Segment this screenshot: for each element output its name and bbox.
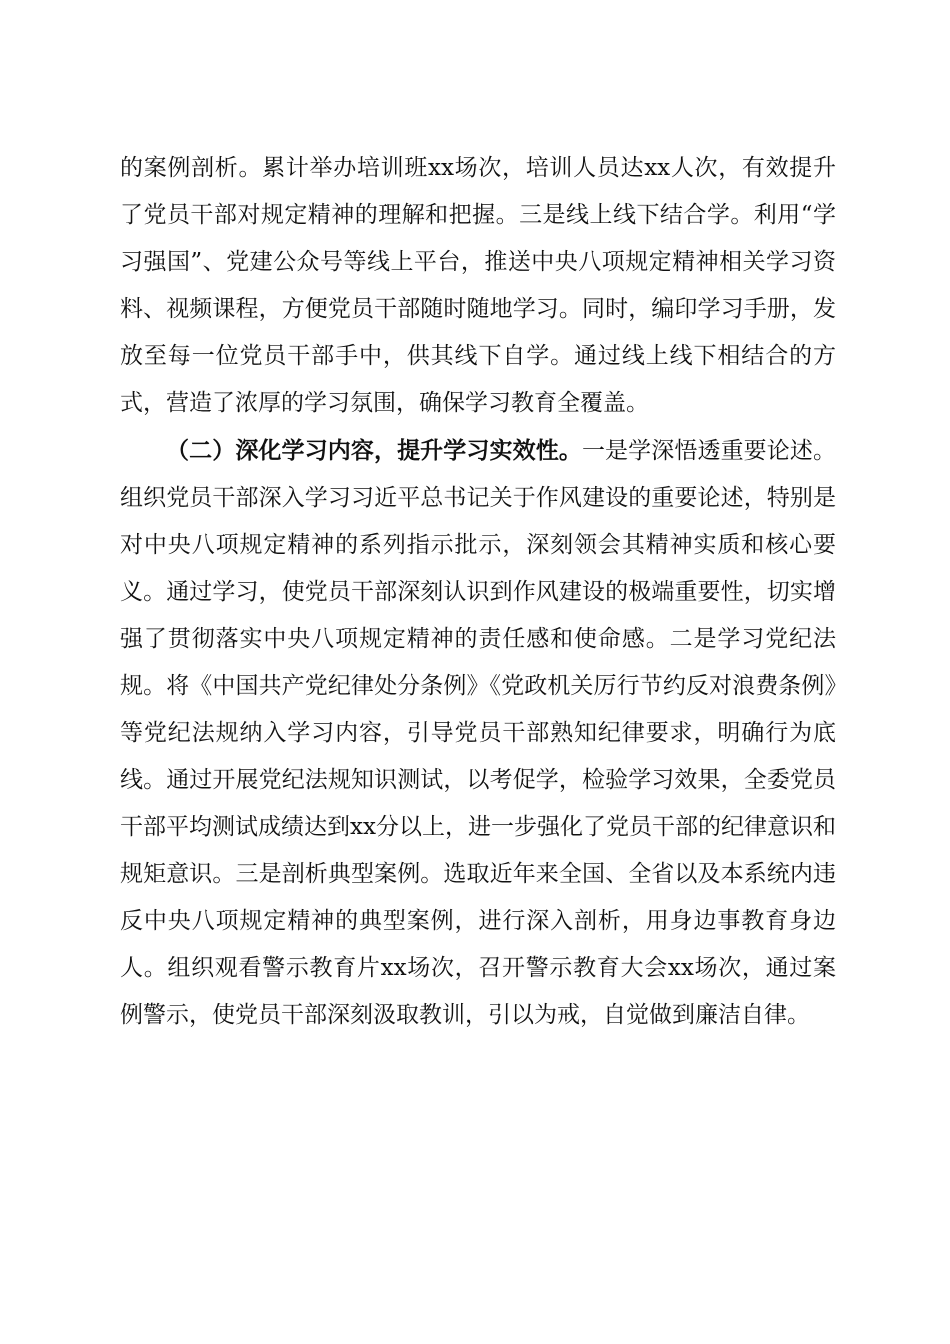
section-heading: （二）深化学习内容，提升学习实效性。 xyxy=(166,437,582,464)
paragraph-continued: 的案例剖析。累计举办培训班xx场次，培训人员达xx人次，有效提升了党员干部对规定精神的理解和把握。三是线上线下结合学。利用“学习强国”、党建公众号等线上平台，推送中央八项规定精神相关学习资料、视频课程，方便党员干部随时随地学习。同时，编印学习手册，发放至每一位党员干部手中，供其线下自学。通过线上线下相结合的方式，营造了浓厚的学习氛围，确保学习教育全覆盖。 xyxy=(120,155,836,416)
paragraph-section-two xyxy=(120,427,836,1039)
document-body xyxy=(120,145,836,1039)
section-body-text: 一是学深悟透重要论述。组织党员干部深入学习习近平总书记关于作风建设的重要论述，特别是对中央八项规定精神的系列指示批示，深刻领会其精神实质和核心要义。通过学习，使党员干部深刻认识到作风建设的极端重要性，切实增强了贯彻落实中央八项规定精神的责任感和使命感。二是学习党纪法规。将《中国共产党纪律处分条例》《党政机关厉行节约反对浪费条例》等党纪法规纳入学习内容，引导党员干部熟知纪律要求，明确行为底线。通过开展党纪法规知识测试，以考促学，检验学习效果，全委党员干部平均测试成绩达到xx分以上，进一步强化了党员干部的纪律意识和规矩意识。三是剖析典型案例。选取近年来全国、全省以及本系统内违反中央八项规定精神的典型案例，进行深入剖析，用身边事教育身边人。组织观看警示教育片xx场次，召开警示教育大会xx场次，通过案例警示，使党员干部深刻汲取教训，引以为戒，自觉做到廉洁自律。 xyxy=(120,438,837,1028)
